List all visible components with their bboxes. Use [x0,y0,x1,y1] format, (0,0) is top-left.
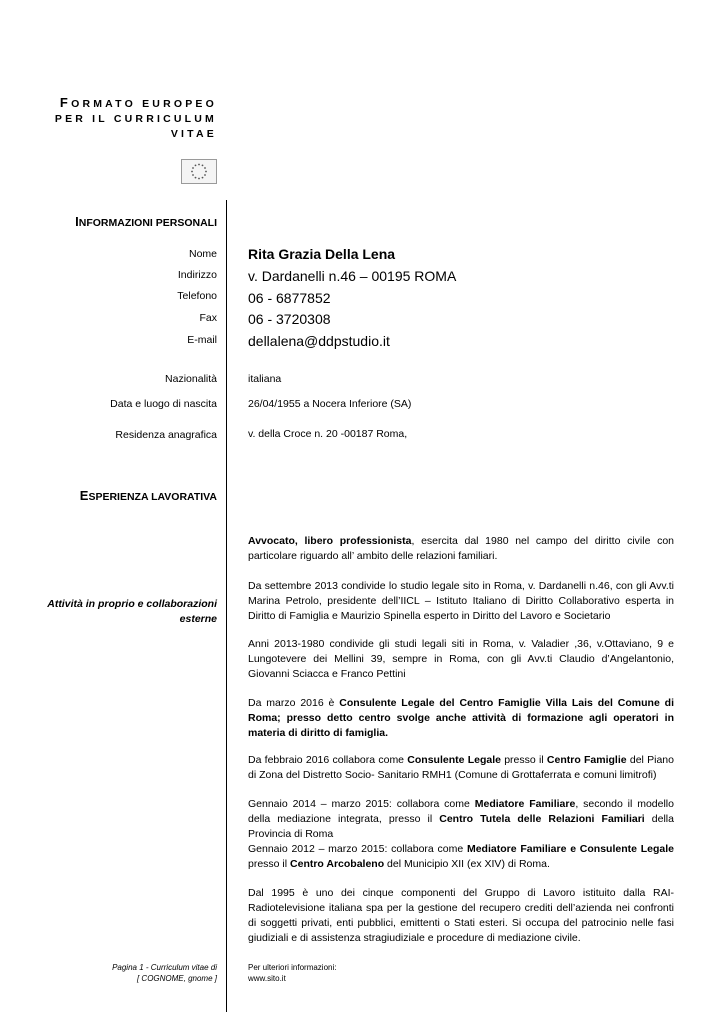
label-fax: Fax [199,312,217,324]
label-nationality: Nazionalità [165,373,217,385]
footer-more-info: Per ulteriori informazioni: [248,963,337,972]
experience-paragraph-1: Avvocato, libero professionista, esercita dal 1980 nel campo del diritto civile con particolare riguardo all’ ambito delle relazioni familiari. [248,535,674,562]
experience-paragraph-7: Gennaio 2012 – marzo 2015: collabora come Mediatore Familiare e Consulente Legale presso il Centro Arcobaleno del Municipio XII (ex XIV) di Roma. [248,843,674,870]
footer-left [112,962,217,984]
title-line-2: PER IL CURRICULUM [54,113,217,125]
experience-paragraph-4: Da marzo 2016 è Consulente Legale del Centro Famiglie Villa Lais del Comune di Roma; presso detto centro svolge anche attività di formazione agli operatori in materia di diritto di famiglia. [248,697,674,739]
value-email[interactable]: dellalena@ddpstudio.it [248,333,390,349]
value-residence: v. della Croce n. 20 -00187 Roma, [248,428,408,440]
footer-page-info: Pagina 1 - Curriculum vitae di [112,963,217,972]
personal-info-heading: INFORMAZIONI PERSONALI [75,214,217,229]
footer-right [248,962,336,984]
value-birth: 26/04/1955 a Nocera Inferiore (SA) [248,398,412,410]
value-name: Rita Grazia Della Lena [248,246,396,262]
footer-website-link[interactable]: www.sito.it [248,974,286,983]
value-address: v. Dardanelli n.46 – 00195 ROMA [248,268,457,284]
experience-paragraph-5: Da febbraio 2016 collabora come Consulente Legale presso il Centro Famiglie del Piano di Zona del Distretto Socio- Sanitario RMH1 (Comune di Grottaferrata e comuni limitrofi) [248,754,674,781]
eu-flag-icon [181,159,217,184]
label-residence: Residenza anagrafica [115,429,217,441]
value-nationality: italiana [248,373,282,385]
label-address: Indirizzo [177,269,217,281]
label-name: Nome [188,248,217,260]
label-email: E-mail [187,334,217,346]
experience-paragraph-3: Anni 2013-1980 condivide gli studi legali siti in Roma, v. Valadier ,36, v.Ottaviano, 9 e Lungotevere dei Mellini 39, sempre in Roma, con gli Avv.ti Claudio d’Angelantonio, Giovanni Sciacca e Franco Pettini [248,638,674,680]
title-line-1: FORMATO EUROPEO [59,95,217,110]
label-birth: Data e luogo di nascita [110,398,217,410]
label-phone: Telefono [177,290,217,302]
experience-paragraph-6: Gennaio 2014 – marzo 2015: collabora come Mediatore Familiare, secondo il modello della mediazione integrata, presso il Centro Tutela delle Relazioni Familiari della Provincia di Roma [248,798,674,840]
experience-paragraph-2: Da settembre 2013 condivide lo studio legale sito in Roma, v. Dardanelli n.46, con gli Avv.ti Marina Petrolo, presidente dell’IICL – Istituto Italiano di Diritto Collaborativo esperta in Diritto di Famiglia e Maurizio Spinella esperto in Diritto del Lavoro e Societario [248,580,674,622]
activity-side-label: Attività in proprio e collaborazioni esterne [47,598,217,625]
experience-paragraph-8: Dal 1995 è uno dei cinque componenti del Gruppo di Lavoro istituito dalla RAI-Radiotelevisione italiana spa per la gestione del recupero crediti dell’azienda nei confronti di soggetti privati, enti pubblici, emittenti o Stati esteri. Si occupa del patrocinio nelle fasi giudiziali e di assistenza stragiudiziale e procedure di mediazione civile. [248,887,674,944]
experience-heading: ESPERIENZA LAVORATIVA [79,488,217,503]
value-fax: 06 - 3720308 [248,311,331,327]
column-divider [226,200,227,1012]
cv-title [55,95,217,142]
title-line-3: VITAE [170,128,217,140]
value-phone: 06 - 6877852 [248,290,331,306]
eu-stars-icon [182,160,216,183]
footer-name-placeholder: [ COGNOME, gnome ] [136,974,217,983]
